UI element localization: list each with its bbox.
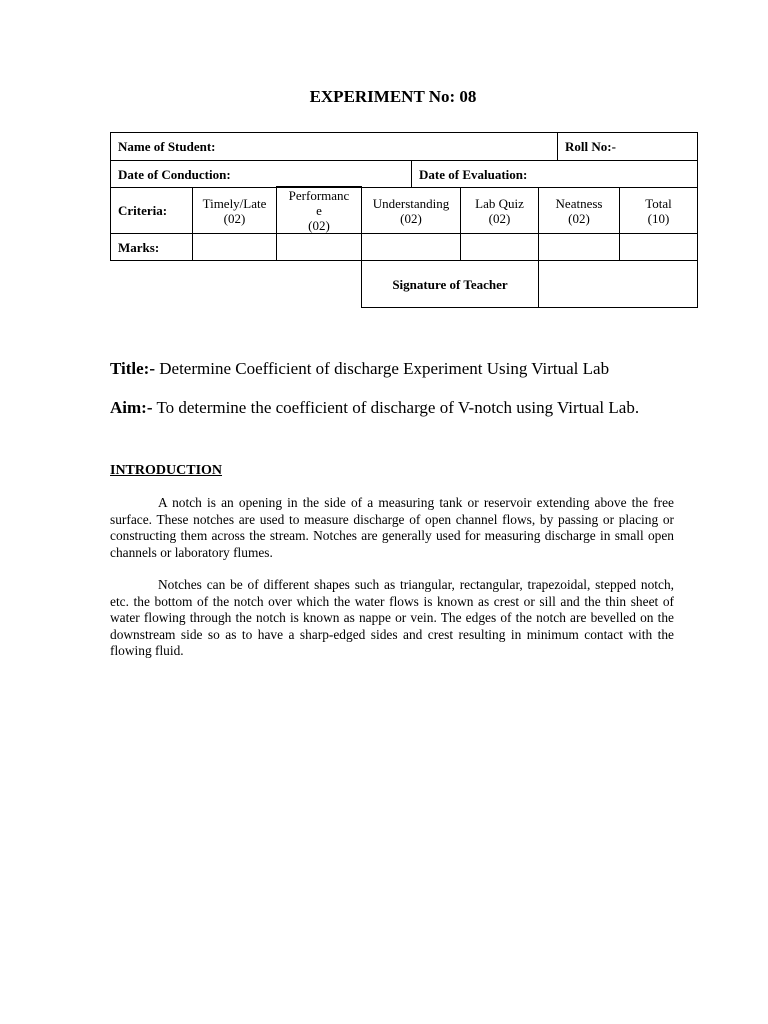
title-label: Title:- xyxy=(110,359,156,378)
criteria-neatness-cell xyxy=(538,187,620,234)
criteria-marks: (02) xyxy=(400,210,422,226)
criteria-marks: (02) xyxy=(308,217,330,233)
name-of-student-label: Name of Student: xyxy=(118,139,216,154)
marks-lab-quiz-cell xyxy=(460,233,539,261)
introduction-heading: INTRODUCTION xyxy=(110,463,223,478)
criteria-label: Criteria: xyxy=(118,203,168,218)
criteria-marks: (02) xyxy=(568,210,590,226)
criteria-timely-late-cell xyxy=(192,187,277,234)
title-text: Determine Coefficient of discharge Experiment Using Virtual Lab xyxy=(159,359,610,378)
name-of-student-cell xyxy=(110,132,558,161)
criteria-total-cell xyxy=(619,187,698,234)
criteria-performance-cell xyxy=(276,187,362,234)
criteria-label-cell xyxy=(110,187,193,234)
experiment-title xyxy=(110,359,609,379)
performance-cell-top-border xyxy=(276,186,362,187)
criteria-marks: (02) xyxy=(223,210,246,226)
signature-box xyxy=(538,260,698,308)
criteria-name: Total xyxy=(645,195,672,211)
criteria-marks: (10) xyxy=(647,210,670,226)
criteria-name: Performanc xyxy=(288,187,350,203)
experiment-heading: EXPERIMENT No: 08 xyxy=(309,87,477,106)
criteria-name: Understanding xyxy=(372,195,450,211)
criteria-lab-quiz-cell xyxy=(460,187,539,234)
signature-label-cell xyxy=(361,260,539,308)
experiment-aim xyxy=(110,396,674,419)
criteria-name: Neatness xyxy=(555,195,603,211)
criteria-name: Lab Quiz xyxy=(475,195,524,211)
marks-label-cell xyxy=(110,233,193,261)
marks-neatness-cell xyxy=(538,233,620,261)
aim-label: Aim:- xyxy=(110,398,153,417)
introduction-paragraph: A notch is an opening in the side of a measuring tank or reservoir extending above the free surface. These notches are used to measure discharge of open channel flows, by passing or placing or constructing them across the stream. Notches are generally used for measuring discharge in small open channels or laboratory flumes. xyxy=(110,495,674,560)
criteria-name-continued: e xyxy=(316,202,322,218)
date-of-conduction-label: Date of Conduction: xyxy=(118,166,231,182)
criteria-understanding-cell xyxy=(361,187,461,234)
marks-understanding-cell xyxy=(361,233,461,261)
marks-label: Marks: xyxy=(118,239,160,255)
roll-no-label: Roll No:- xyxy=(565,139,616,154)
aim-text: To determine the coefficient of discharge of V-notch using Virtual Lab. xyxy=(156,398,640,417)
date-of-evaluation-label: Date of Evaluation: xyxy=(419,166,528,182)
marks-total-cell xyxy=(619,233,698,261)
roll-no-cell xyxy=(557,132,698,161)
marks-performance-cell xyxy=(276,233,362,261)
criteria-marks: (02) xyxy=(488,210,511,226)
introduction-paragraph: Notches can be of different shapes such as triangular, rectangular, trapezoidal, stepped notch, etc. the bottom of the notch over which the water flows is known as crest or sill and the thin sheet of water flowing through the notch is known as nappe or vein. The edges of the notch are bevelled on the downstream side so as to have a sharp-edged sides and crest resulting in minimum contact with the flowing fluid. xyxy=(110,577,674,659)
criteria-name: Timely/Late xyxy=(202,195,267,211)
date-of-conduction-cell xyxy=(110,160,412,188)
date-of-evaluation-cell xyxy=(411,160,698,188)
marks-timely-late-cell xyxy=(192,233,277,261)
signature-of-teacher-label: Signature of Teacher xyxy=(392,276,508,292)
